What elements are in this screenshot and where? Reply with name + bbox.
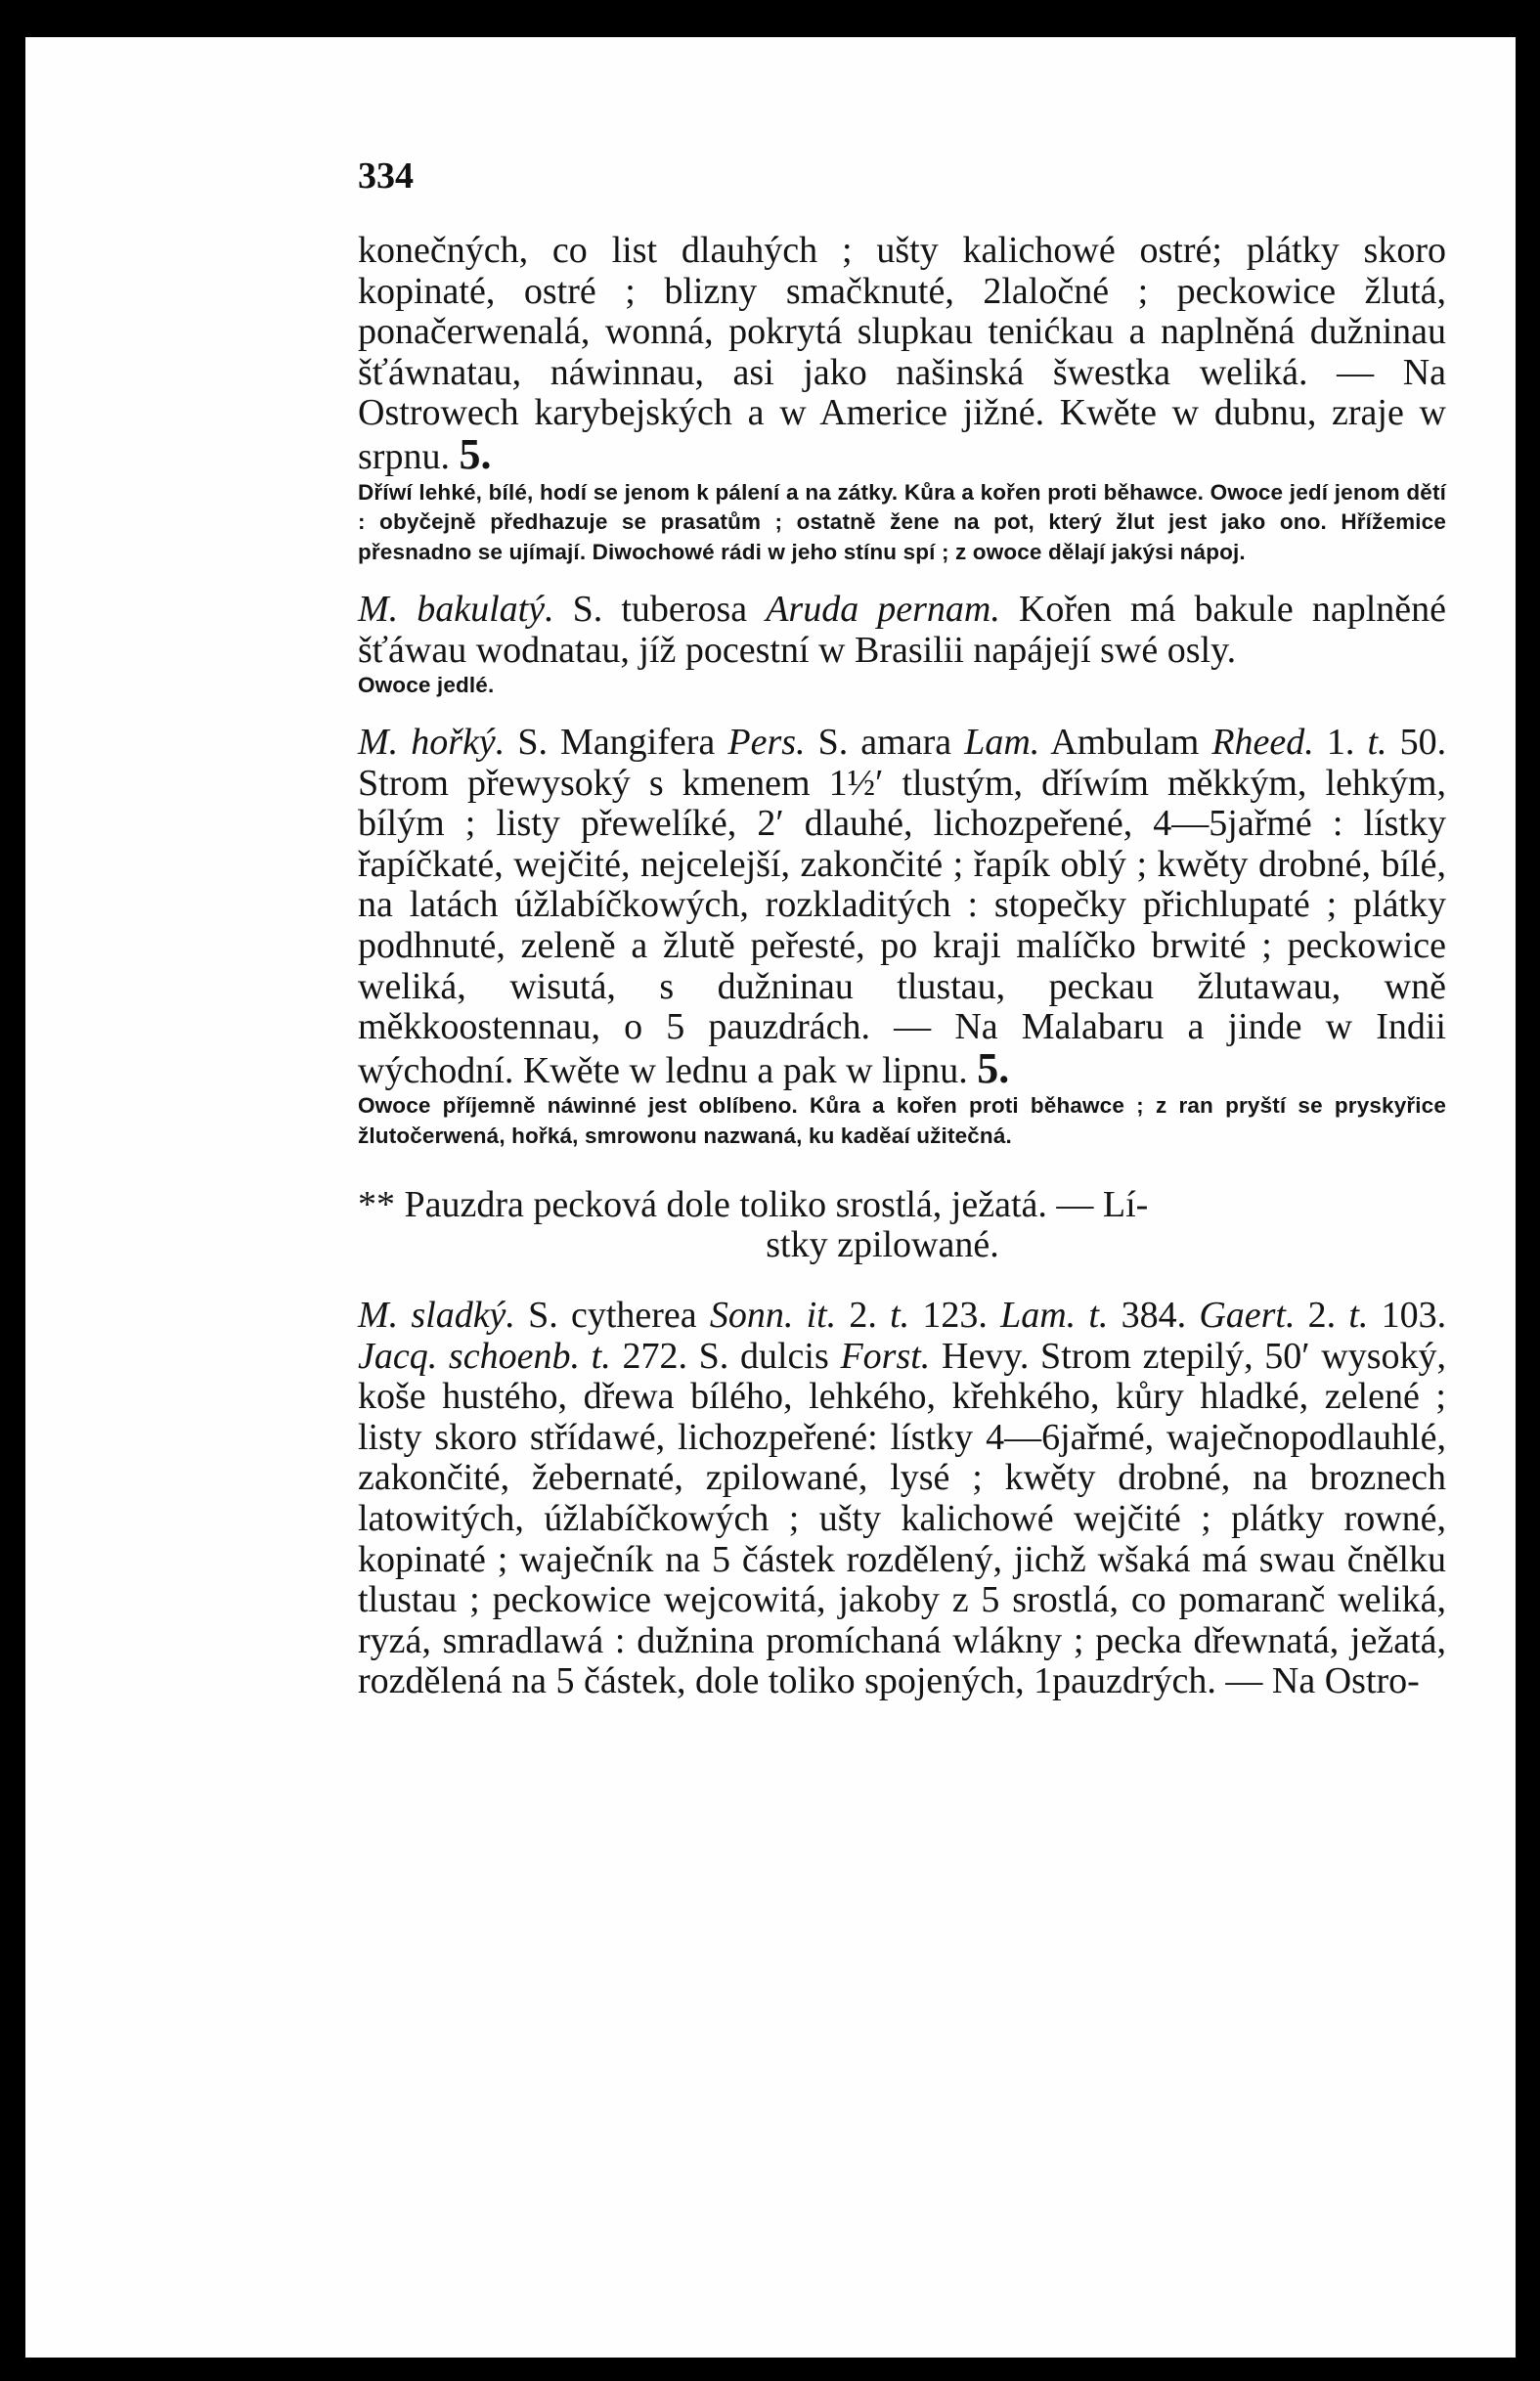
paragraph-text: Strom přewysoký s kmenem 1½′ tlustým, dříwím měkkým, lehkým, bílým ; listy přewelíké, 2′ dlauhé, lichozpeřené, 4—5jařmé : lístky řapíčkaté, wejčité, nejcelejší, zakončité ; řapík oblý ; kwěty drobné, bílé, na latách úžlabíčkowých, rozkladitých : stopečky přichlupaté ; plátky podhnuté, zeleně a žlutě peřesté, po kraji malíčko brwité ; peckowice weliká, wisutá, s dužninau tlustau, peckau žlutawau, wně měkkoostennau, o 5 pauzdrách. — Na Malabaru a jinde w Indii wýchodní. Kwěte w lednu a pak w lipnu. [358,762,1446,1091]
plate-abbrev: t. [1367,721,1387,763]
synonym: S. tuberosa [572,588,748,630]
page-text [358,231,1446,1702]
paragraph-text: Hevy. Strom ztepilý, 50′ wysoký, koše hustého, dřewa bílého, lehkého, křehkého, kůry hladké, zelené ; listy skoro střídawé, lichozpeřené: lístky 4—6jařmé, waječnopodlauhlé, zakončité, žebernaté, zpilowané, lysé ; kwěty drobné, na broznech latowitých, úžlabíčkowých ; ušty kalichowé wejčité ; plátky rowné, kopinaté ; waječník na 5 částek rozdělený, jichž wšaká má swau čnělku tlustau ; peckowice wejcowitá, jakoby z 5 srostlá, co pomaranč weliká, ryzá, smradlawá : dužnina promíchaná wlákny ; pecka dřewnatá, ježatá, rozdělená na 5 částek, dole toliko spojených, 1pauzdrých. — Na Ostro- [358,1335,1447,1702]
reference: 50. [1399,721,1447,763]
paragraph-text: Kořen má bakule naplněné šťáwau wodnatau, jíž pocestní w Brasilii napájejí swé osly. [358,588,1446,671]
plate-abbrev: t. [890,1295,910,1337]
paragraph-species-description [358,231,1446,478]
usage-note: Owoce příjemně náwinné jest oblíbeno. Kůra a kořen proti běhawce ; z ran pryští se pryskyřice žlutočerwená, hořká, smrowonu nazwaná, ku kaděaí užitečná. [358,1093,1446,1149]
reference: 123. [922,1295,988,1337]
species-name: M. bakulatý. [358,588,554,630]
section-line: stky zpilowané. [766,1224,999,1266]
species-name: M. sladký. [358,1295,515,1337]
author: Forst. [840,1335,931,1377]
book-page [25,37,1516,2358]
usage-note: Dříwí lehké, bílé, hodí se jenom k pálení a na zátky. Kůra a kořen proti běhawce. Owoce jedí jenom dětí : obyčejně předhazuje se prasatům ; ostatně žene na pot, který žlut jest jako ono. Hřížemice přesnadno se ujímají. Diwochowé rádi w jeho stínu spí ; z owoce dělají jakýsi nápoj. [358,479,1446,565]
section-mark: ** [358,1183,395,1225]
synonym: S. Mangifera [517,721,716,763]
reference: 1. [1326,721,1355,763]
reference: 103. [1381,1295,1447,1337]
synonym: S. amara [817,721,952,763]
author: it. [806,1295,837,1337]
page-number: 334 [358,155,414,197]
author: Rheed. [1211,721,1314,763]
plate-abbrev: t. [1348,1295,1369,1337]
author: Jacq. schoenb. [358,1335,580,1377]
paragraph-text: konečných, co list dlauhých ; ušty kalichowé ostré; plátky skoro kopinaté, ostré ; blizny smačknuté, 2laločné ; peckowice žlutá, ponačerwenalá, wonná, pokrytá slupkau tenićkau a naplněná dužninau šťáwnatau, náwinnau, asi jako našinská šwestka weliká. — Na Ostrowech karybejských a w Americe jižné. Kwěte w dubnu, zraje w srpnu. [358,230,1446,477]
reference: 2. [1307,1295,1337,1337]
author: Lam. [964,721,1040,763]
author: Lam. [1000,1295,1077,1337]
paragraph-species-horky [358,723,1446,1091]
paragraph-species-bakulaty [358,590,1446,671]
plate-abbrev: t. [591,1335,611,1377]
synonym: S. dulcis [698,1335,829,1377]
paragraph-species-sladky [358,1296,1446,1702]
synonym: S. cytherea [528,1295,697,1337]
usage-note: Owoce jedlé. [358,673,495,698]
author: Pers. [727,721,806,763]
species-name: M. hořký. [358,721,506,763]
section-line: Pauzdra pecková dole toliko srostlá, ježatá. — Lí- [404,1183,1149,1225]
synonym: Ambulam [1050,721,1200,763]
class-number: 5. [977,1043,1010,1092]
reference: 384. [1121,1295,1187,1337]
reference: 272. [622,1335,687,1377]
section-heading [358,1185,1446,1266]
plate-abbrev: t. [1088,1295,1109,1337]
class-number: 5. [459,429,492,478]
author: Gaert. [1199,1295,1296,1337]
author: Sonn. [709,1295,794,1337]
reference: 2. [849,1295,877,1337]
author: Aruda pernam. [766,588,1000,630]
